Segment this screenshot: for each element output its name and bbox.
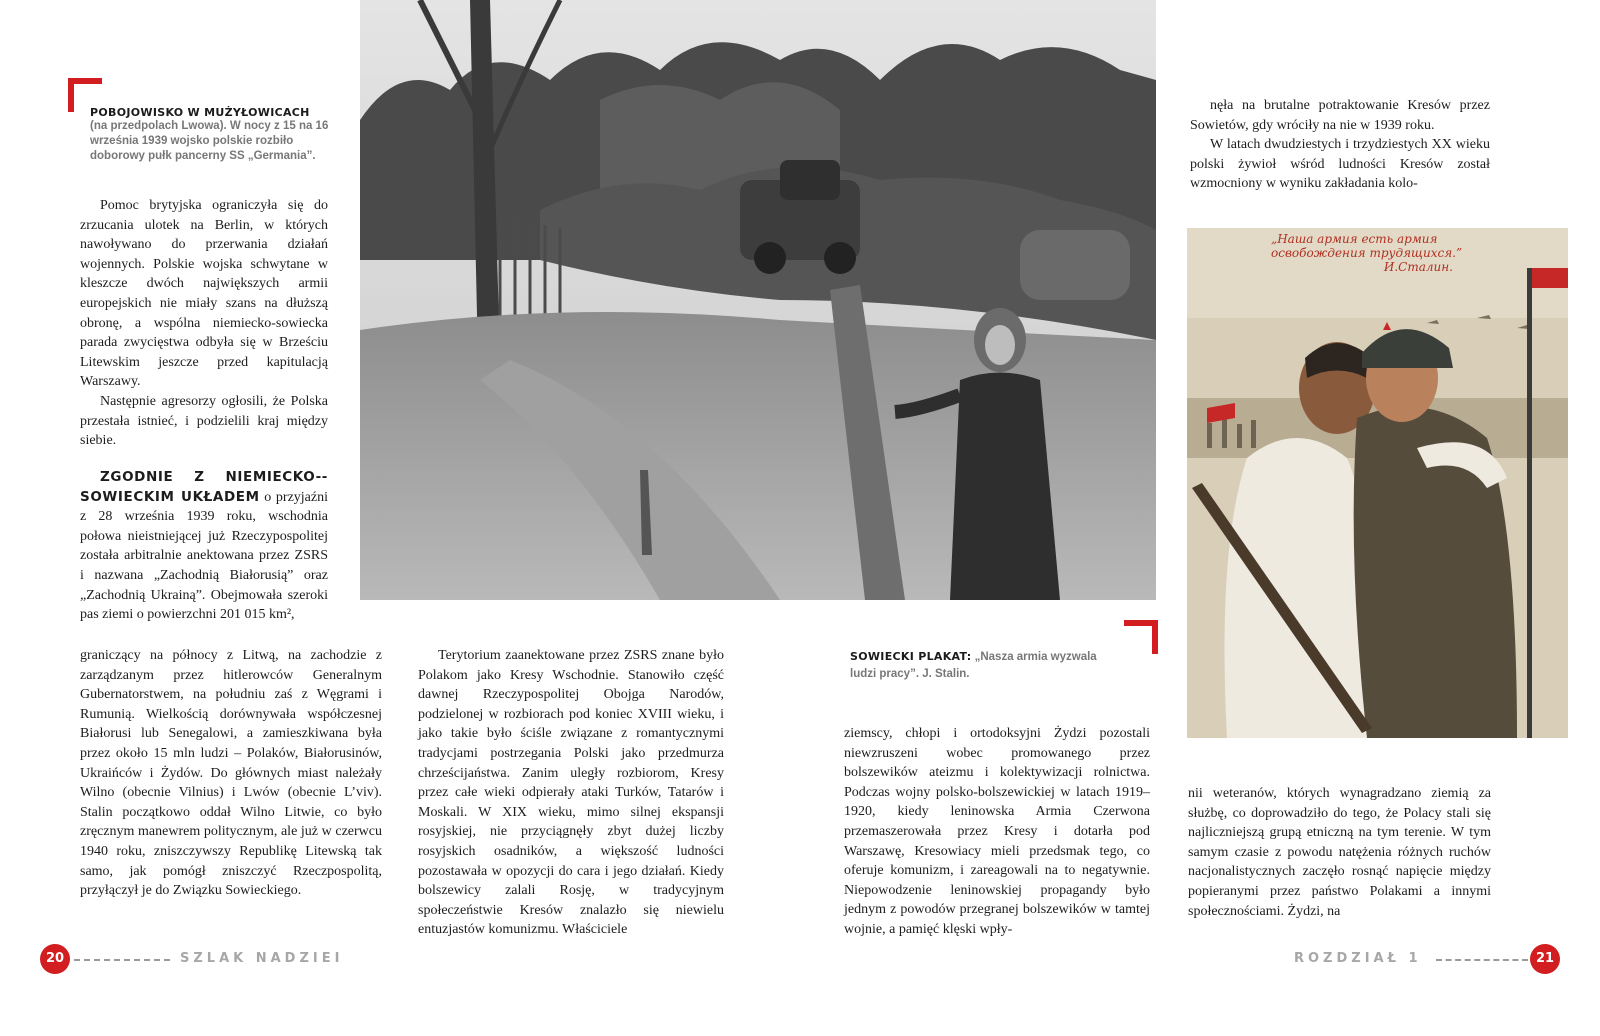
paragraph: graniczący na północy z Litwą, na zachodzie z zarządzanym przez hitlerowców Generalnym Gubernatorstwem, na południu zaś z Węgrami i Rumunią. Wielkością dorównywała współczesnej Białorusi lub Senegalowi, a zamieszkiwana była przez około 15 mln ludzi – Polaków, Białorusinów, Ukraińców i Żydów. Do głównych miast należały Wilno (obecnie Vilnius) i Lwów (obecnie L’viv). Stalin początkowo oddał Wilno Litwie, co było zręcznym manewrem politycznym, ale już w czerwcu 1940 roku, zniszczywszy Republikę Litewską tak samo, jak pomógł zniszczyć Rzeczpospolitą, przyłączył je do Związku Sowieckiego.: [80, 648, 382, 899]
running-head-right: ROZDZIAŁ 1: [1294, 951, 1422, 966]
paragraph: nii weteranów, których wynagradzano ziemią za służbę, co doprowadziło do tego, że Polacy stali się najliczniejszą grupą etniczną na tym terenie. W tym samym czasie z powodu natężenia różnych ruchów nacjonalistycznych zaczęło rosnąć napięcie między popieranymi przez państwo Polakami a innymi społecznościami. Żydzi, na: [1188, 786, 1491, 919]
caption-text: „Nasza armia wyzwala ludzi pracy”. J. Stalin.: [850, 651, 1097, 680]
paragraph: Terytorium zaanektowane przez ZSRS znane było Polakom jako Kresy Wschodnie. Stanowiło część dawnej Rzeczypospolitej Obojga Narodów, podzielonej w rozbiorach pod koniec XVIII wieku, i jako takie było ściśle związane z romantycznymi tradycjami postrzegania Polski jako przedmurza chrześcijaństwa. Zanim uległy rozbiorom, Kresy przez całe wieki odpierały ataki Turków, Tatarów i Moskali. W XIX wieku, mimo silnej ekspansji rosyjskiej, nie przyciągnęły zbyt dużej liczby rosyjskich osadników, a większość ludności pozostawała w opozycji do cara i jego działań. Kiedy bolszewicy zalali Rosję, w tradycyjnym społeczeństwie Kresów znalazło się niewielu entuzjastów komunizmu. Właściciele: [418, 648, 724, 938]
paragraph: Następnie agresorzy ogłosili, że Polska przestała istnieć, i podzielili kraj między siebie.: [80, 393, 328, 449]
caption-title: POBOJOWISKO W MUŻYŁOWICACH: [90, 106, 310, 119]
paragraph: nęła na brutalne potraktowanie Kresów przez Sowietów, gdy wróciły na nie w 1939 roku.: [1190, 98, 1490, 133]
text-column-2: [418, 646, 724, 940]
photo-caption: [90, 106, 336, 164]
text-column-4-bottom: [1188, 784, 1491, 921]
poster-slogan-line: „Наша армия есть армия: [1271, 232, 1438, 246]
poster-signature: И.Сталин.: [1383, 260, 1453, 274]
caption-title: SOWIECKI PLAKAT:: [850, 650, 972, 663]
text-column-4-top: [1190, 96, 1490, 194]
red-corner-bracket: [1124, 620, 1158, 654]
poster-caption: [850, 648, 1120, 682]
paragraph: o przyjaźni z 28 września 1939 roku, wschodnia połowa nieistniejącej już Rzeczypospolitej została arbitralnie anektowana przez ZSRS i nazwana „Zachodnią Białorusią” oraz „Zachodnią Ukrainą”. Obejmowała szeroki pas ziemi o powierzchni 201 015 km²,: [80, 489, 328, 623]
paragraph: ziemscy, chłopi i ortodoksyjni Żydzi pozostali niewzruszeni wobec promowanego przez bolszewików ateizmu i kolektywizacji rolnictwa. Podczas wojny polsko-bolszewickiej w latach 1919–1920, kiedy leninowska Armia Czerwona przemaszerowała przez Kresy i dotarła pod Warszawę, Kresowiacy mieli przedsmak tego, co oferuje komunizm, i zareagowali na to negatywnie. Niepowodzenie leninowskiej propagandy było jednym z powodów przegranej bolszewików w tamtej wojnie, a pamięć klęski wpły-: [844, 726, 1150, 937]
running-head-left: SZLAK NADZIEI: [180, 951, 344, 966]
text-column-3: [844, 724, 1150, 940]
text-column-1-continued: [80, 646, 382, 901]
poster-slogan-line: освобождения трудящихся.”: [1271, 246, 1463, 260]
text-column-1-section: [80, 468, 328, 625]
poster-slogan: [1271, 232, 1471, 274]
soviet-poster: [1187, 228, 1568, 738]
battlefield-photo: [360, 0, 1156, 600]
caption-text: (na przedpolach Lwowa). W nocy z 15 na 16 września 1939 wojsko polskie rozbiło doborowy pułk pancerny SS „Germania”.: [90, 120, 329, 162]
section-lead: ZGODNIE Z NIEMIECKO--SOWIECKIM UKŁADEM: [80, 469, 328, 505]
text-column-1: [80, 196, 328, 451]
footer-rule: [1436, 959, 1528, 961]
paragraph: W latach dwudziestych i trzydziestych XX wieku polski żywioł wśród ludności Kresów został wzmocniony w wyniku zakładania kolo-: [1190, 137, 1490, 192]
footer-rule: [74, 959, 170, 961]
paragraph: Pomoc brytyjska ograniczyła się do zrzucania ulotek na Berlin, w których nawoływano do przerwania działań wojennych. Polskie wojska schwytane w kleszcze dwóch największych armii europejskich nie miały szans na dłuższą obronę, a wspólna niemiecko-sowiecka parada zwycięstwa odbyła się w Brześciu Litewskim jeszcze przed kapitulacją Warszawy.: [80, 198, 328, 390]
page-number-right: 21: [1530, 944, 1560, 974]
page-number-left: 20: [40, 944, 70, 974]
